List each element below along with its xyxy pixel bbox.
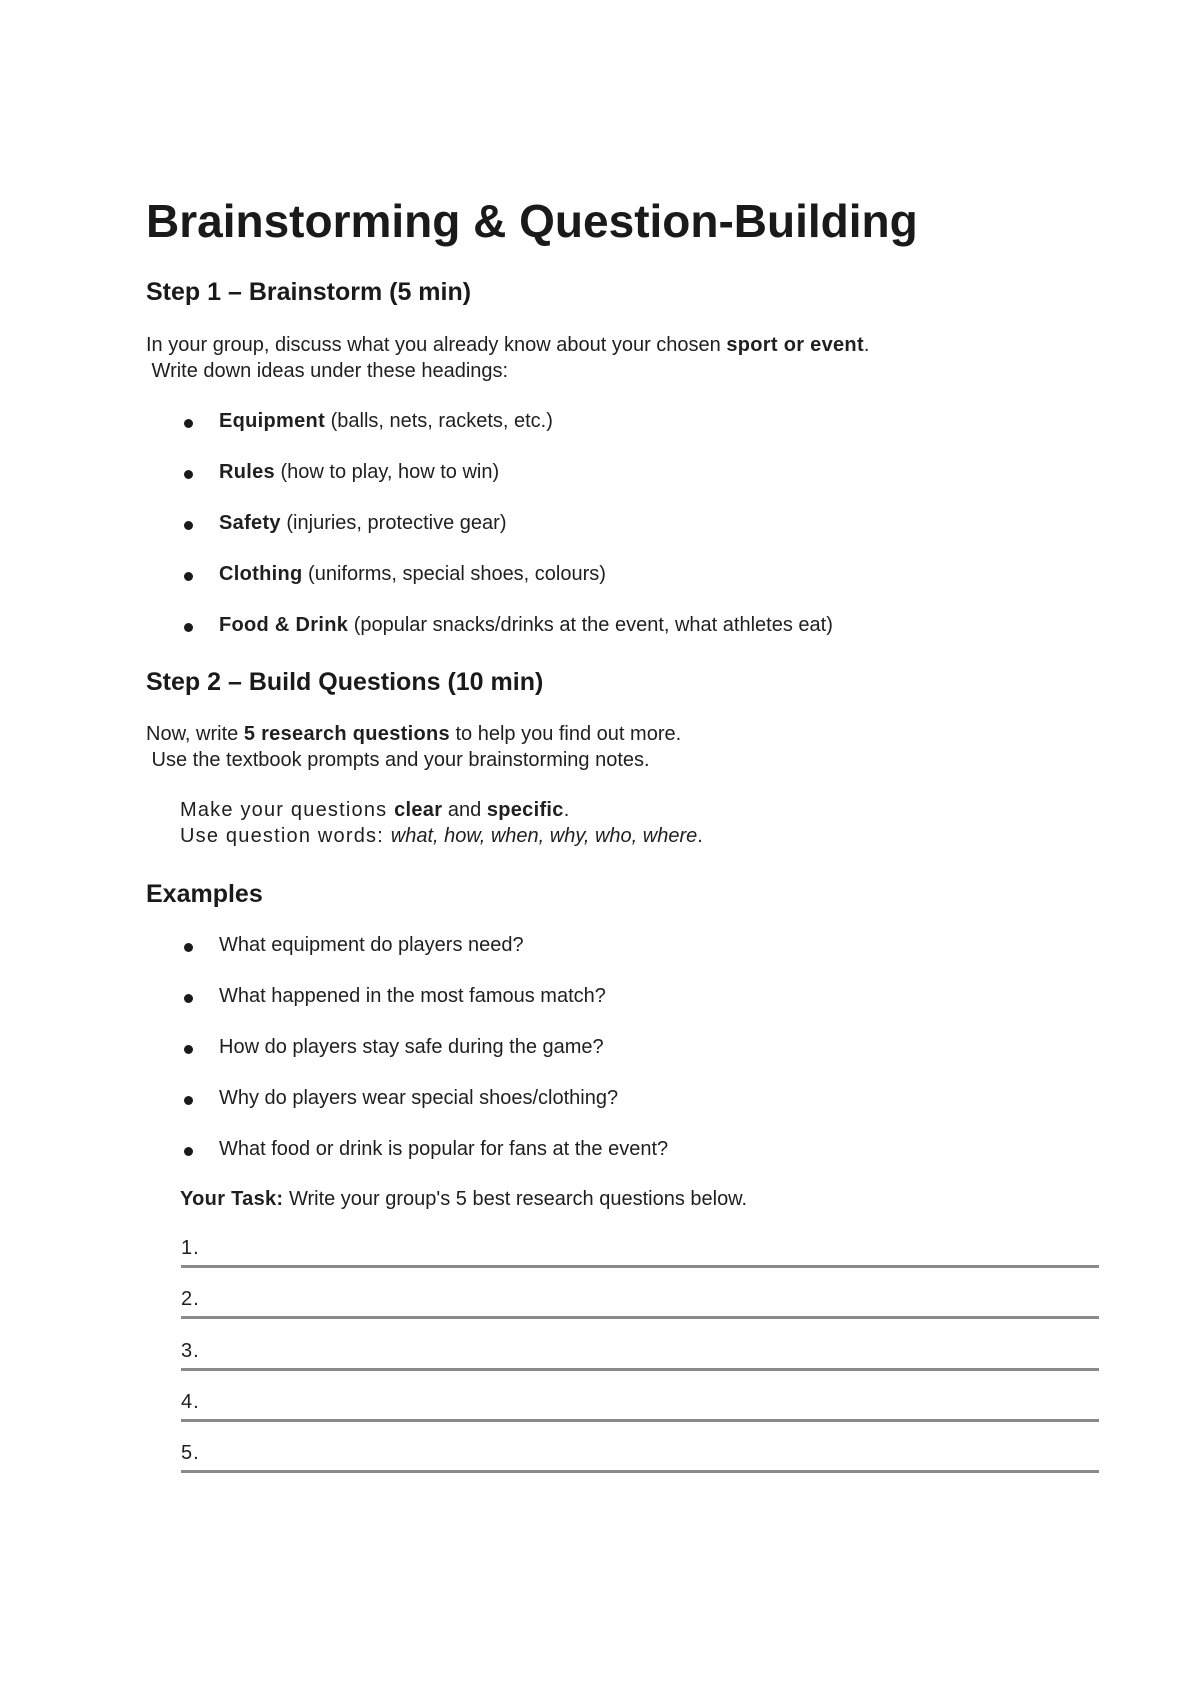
- tip1-bold-specific: specific: [486, 799, 564, 821]
- tip1-end: .: [563, 799, 571, 821]
- list-item-rest: (injuries, protective gear): [280, 512, 507, 534]
- answer-line-3[interactable]: [181, 1340, 1099, 1371]
- list-item-bold: Rules: [219, 461, 275, 483]
- answer-number: 1.: [181, 1237, 200, 1259]
- list-item-rest: (balls, nets, rackets, etc.): [325, 410, 553, 432]
- tip2-end: .: [697, 825, 704, 847]
- list-item-text: What happened in the most famous match?: [219, 985, 606, 1007]
- tip1-text: Make your questions: [180, 799, 395, 821]
- bullet-icon: [184, 419, 193, 428]
- tip1-bold-clear: clear: [394, 799, 443, 821]
- list-item-rest: (popular snacks/drinks at the event, what athletes eat): [348, 614, 833, 636]
- tip2-italic: what, how, when, why, who, where: [390, 825, 698, 847]
- bullet-icon: [184, 1045, 193, 1054]
- tip2-text: Use question words:: [180, 825, 391, 847]
- step1-intro-text: In your group, discuss what you already know about your chosen: [146, 334, 727, 356]
- bullet-icon: [184, 943, 193, 952]
- task-label: Your Task:: [180, 1188, 284, 1210]
- task-text: Write your group's 5 best research questions below.: [283, 1188, 748, 1210]
- task-instruction: [180, 1188, 747, 1211]
- step2-intro-end: to help you find out more.: [449, 723, 682, 745]
- answer-line-1[interactable]: [181, 1237, 1099, 1268]
- list-item-bold: Safety: [219, 512, 281, 534]
- examples-heading: Examples: [146, 880, 263, 908]
- list-item-text: What food or drink is popular for fans at the event?: [219, 1138, 669, 1160]
- step2-heading: Step 2 – Build Questions (10 min): [146, 668, 544, 696]
- answer-number: 5.: [181, 1442, 200, 1464]
- answer-number: 2.: [181, 1288, 200, 1310]
- bullet-icon: [184, 1147, 193, 1156]
- answer-number: 3.: [181, 1340, 200, 1362]
- bullet-icon: [184, 994, 193, 1003]
- step2-intro-line2: Use the textbook prompts and your brainstorming notes.: [146, 749, 650, 771]
- list-item-text: [219, 614, 833, 637]
- tip-clear-specific: [180, 799, 570, 822]
- step1-intro-line2: Write down ideas under these headings:: [146, 360, 509, 382]
- bullet-icon: [184, 572, 193, 581]
- list-item-text: [219, 461, 499, 484]
- answer-line-4[interactable]: [181, 1391, 1099, 1422]
- tip-question-words: [180, 825, 704, 848]
- page-title: Brainstorming & Question-Building: [146, 195, 918, 247]
- step2-intro-bold: 5 research questions: [243, 723, 450, 745]
- list-item-bold: Clothing: [219, 563, 303, 585]
- bullet-icon: [184, 623, 193, 632]
- list-item-bold: Food & Drink: [219, 614, 349, 636]
- answer-line-2[interactable]: [181, 1288, 1099, 1319]
- list-item-text: [219, 410, 553, 433]
- step1-heading: Step 1 – Brainstorm (5 min): [146, 278, 472, 306]
- list-item-text: Why do players wear special shoes/clothing?: [219, 1087, 619, 1109]
- step1-intro-end: .: [863, 334, 870, 356]
- list-item-text: How do players stay safe during the game?: [219, 1036, 604, 1058]
- step1-intro-bold: sport or event: [726, 334, 864, 356]
- step2-intro-text: Now, write: [146, 723, 244, 745]
- list-item-rest: (uniforms, special shoes, colours): [302, 563, 606, 585]
- bullet-icon: [184, 470, 193, 479]
- step2-intro: [146, 723, 681, 746]
- list-item-text: What equipment do players need?: [219, 934, 524, 956]
- bullet-icon: [184, 521, 193, 530]
- bullet-icon: [184, 1096, 193, 1105]
- answer-line-5[interactable]: [181, 1442, 1099, 1473]
- list-item-bold: Equipment: [219, 410, 326, 432]
- list-item-text: [219, 563, 606, 586]
- list-item-rest: (how to play, how to win): [274, 461, 500, 483]
- answer-number: 4.: [181, 1391, 200, 1413]
- tip1-mid: and: [442, 799, 487, 821]
- list-item-text: [219, 512, 507, 535]
- step1-intro: [146, 334, 869, 357]
